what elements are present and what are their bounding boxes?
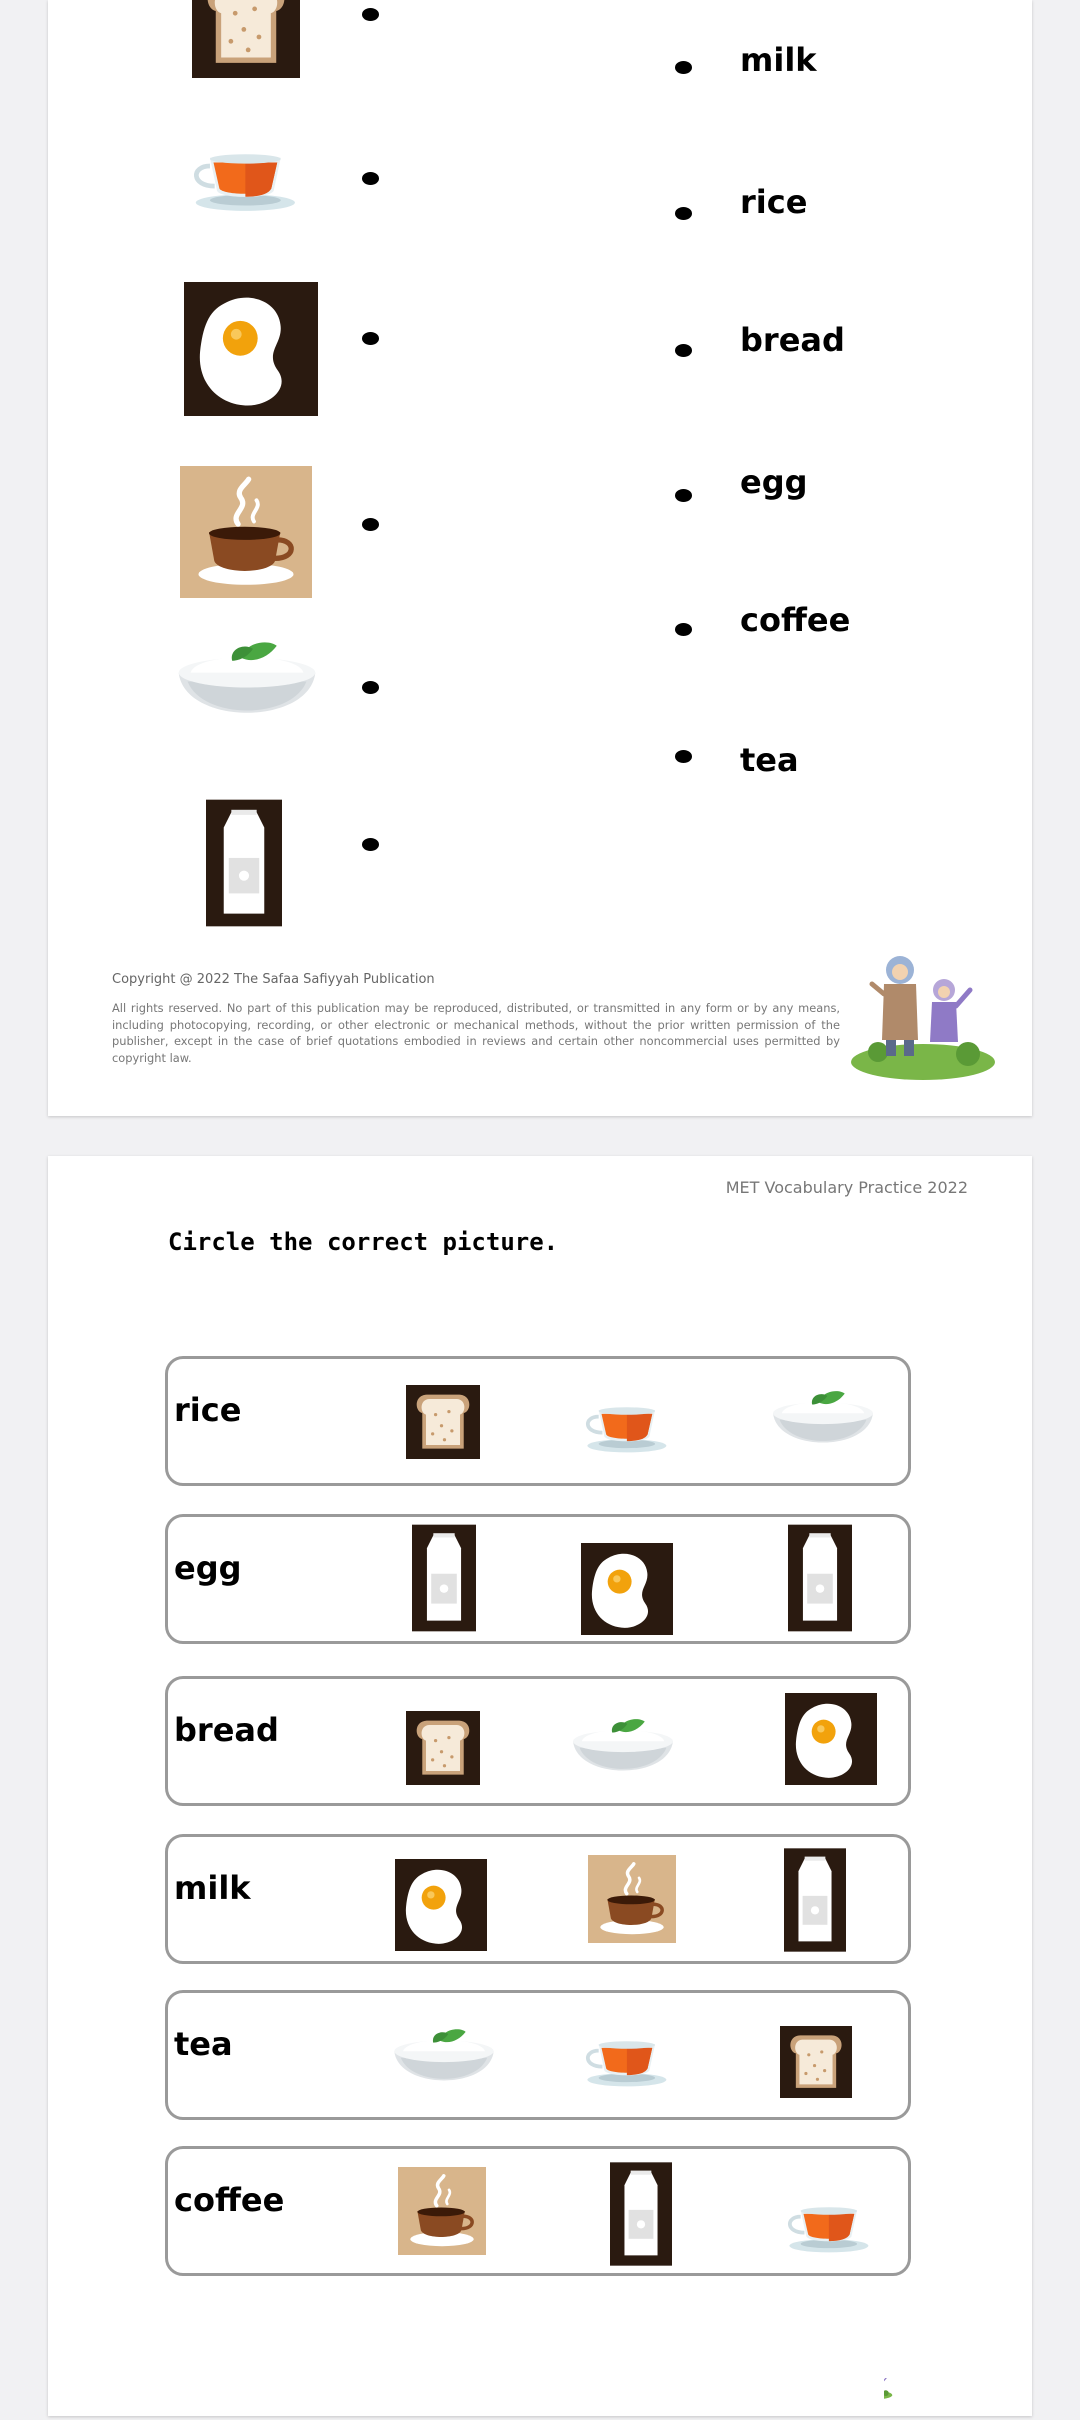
answer-row-coffee (165, 2146, 911, 2276)
match-dot-left-6[interactable] (362, 838, 379, 851)
egg-icon[interactable] (394, 1859, 488, 1951)
answer-row-tea (165, 1990, 911, 2120)
egg-icon (183, 282, 319, 416)
egg-icon[interactable] (580, 1543, 674, 1635)
match-dot-right-2[interactable] (675, 207, 692, 220)
match-word: egg (740, 463, 808, 501)
row-word: rice (174, 1391, 242, 1429)
match-dot-left-5[interactable] (362, 681, 379, 694)
milk-icon (206, 796, 282, 930)
kids-illustration (848, 940, 998, 1080)
coffee-icon (178, 466, 314, 598)
answer-row-bread (165, 1676, 911, 1806)
page-header: MET Vocabulary Practice 2022 (725, 1178, 968, 1197)
match-dot-right-3[interactable] (675, 344, 692, 357)
match-word: tea (740, 741, 799, 779)
tea-icon[interactable] (578, 2031, 672, 2091)
match-dot-right-5[interactable] (675, 623, 692, 636)
row-word: coffee (174, 2181, 285, 2219)
coffee-icon[interactable] (586, 1855, 678, 1943)
copyright-title: Copyright @ 2022 The Safaa Safiyyah Publication (112, 972, 435, 987)
match-dot-left-2[interactable] (362, 172, 379, 185)
match-dot-right-6[interactable] (675, 750, 692, 763)
answer-row-rice (165, 1356, 911, 1486)
match-dot-left-3[interactable] (362, 332, 379, 345)
worksheet-page-1 (48, 0, 1032, 1116)
worksheet-page-2 (48, 1156, 1032, 2416)
coffee-icon[interactable] (396, 2167, 488, 2255)
match-word: milk (740, 41, 817, 79)
answer-row-egg (165, 1514, 911, 1644)
match-dot-left-4[interactable] (362, 518, 379, 531)
bread-icon (180, 0, 312, 78)
instruction-text: Circle the correct picture. (168, 1228, 559, 1256)
milk-icon[interactable] (610, 2159, 672, 2269)
milk-icon[interactable] (788, 1523, 852, 1633)
milk-icon[interactable] (784, 1845, 846, 1955)
match-word: bread (740, 321, 845, 359)
bread-icon[interactable] (406, 1383, 480, 1461)
match-dot-right-4[interactable] (675, 489, 692, 502)
row-word: bread (174, 1711, 279, 1749)
match-word: rice (740, 183, 808, 221)
row-word: egg (174, 1549, 242, 1587)
match-dot-right-1[interactable] (675, 61, 692, 74)
answer-row-milk (165, 1834, 911, 1964)
rice-icon[interactable] (390, 2023, 498, 2099)
match-word: coffee (740, 601, 851, 639)
match-dot-left-1[interactable] (362, 8, 379, 21)
tea-icon[interactable] (780, 2197, 874, 2257)
row-word: milk (174, 1869, 251, 1907)
bread-icon[interactable] (406, 1709, 480, 1787)
tea-icon (184, 140, 302, 218)
rice-icon[interactable] (568, 1713, 678, 1789)
bread-icon[interactable] (780, 2023, 852, 2101)
kids-illustration-peek (884, 2378, 920, 2416)
tea-icon[interactable] (578, 1397, 672, 1457)
milk-icon[interactable] (412, 1523, 476, 1633)
row-word: tea (174, 2025, 233, 2063)
egg-icon[interactable] (784, 1693, 878, 1785)
copyright-body: All rights reserved. No part of this publication may be reproduced, distributed, or transmitted in any form or by any means, including photocopying, recording, or other electronic or mechanical methods, without the prior written permission of the publisher, except in the case of brief quotations embodied in reviews and certain other noncommercial uses permitted by copyright law. (112, 1001, 840, 1065)
rice-icon (172, 634, 322, 738)
rice-icon[interactable] (768, 1385, 878, 1461)
